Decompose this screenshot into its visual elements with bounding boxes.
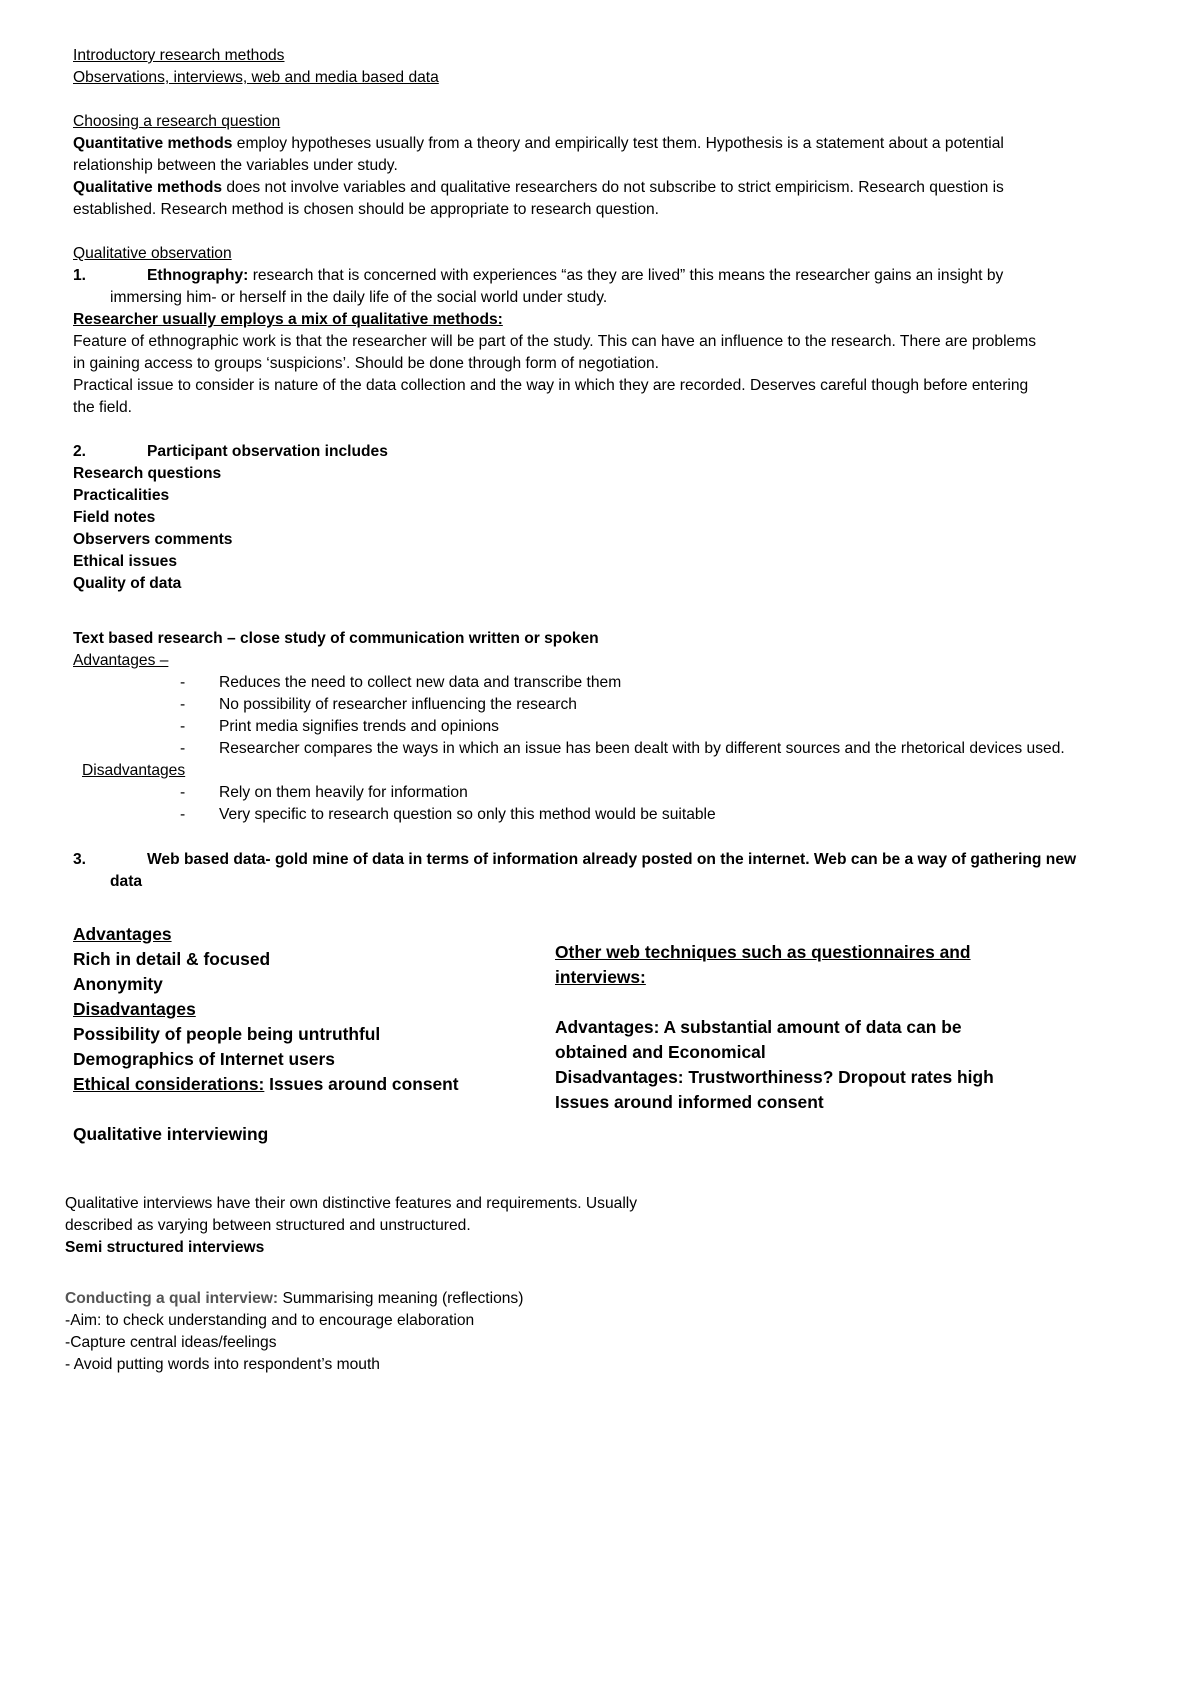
web-disadvantages-label: Disadvantages [73,999,196,1019]
qualitative-text: does not involve variables and qualitative researchers do not subscribe to strict empiricism. Research question is [222,179,1004,196]
research-question-heading: Choosing a research question [73,113,281,130]
quantitative-paragraph [73,133,1133,155]
item-number: 1. [73,267,87,284]
participant-item: Practicalities [73,487,170,504]
qualitative-observation-section [73,243,1133,419]
conducting-interview-section [65,1288,1125,1376]
list-item: - Very specific to research question so only this method would be suitable [180,804,1140,826]
qualitative-interviews-section [65,1193,1125,1259]
mix-methods-heading: Researcher usually employs a mix of qualitative methods: [73,311,503,328]
web-advantage-item: Rich in detail & focused [73,949,271,969]
text-based-disadvantages-list [180,782,1140,826]
list-item: - Researcher compares the ways in which an issue has been dealt with by different sources and the rhetorical devices used. [180,738,1140,760]
other-web-consent: Issues around informed consent [555,1092,824,1112]
item-number: 3. [73,851,87,868]
quantitative-text: employ hypotheses usually from a theory and empirically test them. Hypothesis is a statement about a potential [232,135,1004,152]
ethnography-item [73,265,1133,287]
feature-text-cont: in gaining access to groups ‘suspicions’. Should be done through form of negotiation. [73,355,660,372]
web-advantages-column [73,922,553,1147]
qualitative-observation-heading: Qualitative observation [73,245,232,262]
ethical-text: Issues around consent [264,1074,459,1094]
participant-observation-section [73,441,1133,595]
web-disadvantage-item: Demographics of Internet users [73,1049,335,1069]
other-web-advantages: Advantages: A substantial amount of data can be [555,1017,962,1037]
conducting-text: Summarising meaning (reflections) [278,1290,524,1307]
practical-text: Practical issue to consider is nature of the data collection and the way in which they are recorded. Deserves careful though before entering [73,377,1029,394]
qualitative-term: Qualitative methods [73,179,223,196]
web-data-section [73,849,1133,893]
text-based-section [73,628,1133,672]
other-web-heading: Other web techniques such as questionnaires and [555,942,971,962]
quantitative-term: Quantitative methods [73,135,233,152]
document-subtitle: Observations, interviews, web and media based data [73,69,439,86]
participant-heading [73,441,1133,463]
text-based-disadvantages-label: Disadvantages [82,762,186,779]
conducting-point: -Capture central ideas/feelings [65,1334,277,1351]
participant-title: Participant observation includes [147,443,388,460]
document-title: Introductory research methods [73,47,285,64]
quantitative-text-cont: relationship between the variables under study. [73,157,398,174]
item-number: 2. [73,443,87,460]
ethnography-term: Ethnography: [147,267,249,284]
list-item: - Print media signifies trends and opinions [180,716,1140,738]
other-web-disadvantages: Disadvantages: Trustworthiness? Dropout rates high [555,1067,994,1087]
web-advantages-label: Advantages [73,924,172,944]
research-question-section [73,111,1133,221]
qualitative-interviewing-heading: Qualitative interviewing [73,1124,269,1144]
other-web-heading-cont: interviews: [555,967,646,987]
text-based-disadvantages-block [82,760,1142,782]
text-based-title: Text based research – close study of communication written or spoken [73,630,599,647]
other-web-advantages-cont: obtained and Economical [555,1042,766,1062]
other-web-techniques-column [555,940,1155,1115]
conducting-point: -Aim: to check understanding and to encourage elaboration [65,1312,475,1329]
conducting-label: Conducting a qual interview: [65,1290,279,1307]
document-header [73,45,1133,89]
list-item: - No possibility of researcher influencing the research [180,694,1140,716]
web-data-text-cont: data [110,873,143,890]
ethical-considerations [73,1072,553,1097]
participant-item: Quality of data [73,575,182,592]
semi-structured-label: Semi structured interviews [65,1239,265,1256]
ethnography-text: research that is concerned with experiences “as they are lived” this means the researcher gains an insight by [248,267,1004,284]
text-based-advantages-list [180,672,1140,760]
qualitative-paragraph [73,177,1133,199]
web-disadvantage-item: Possibility of people being untruthful [73,1024,381,1044]
web-data-text: Web based data- gold mine of data in terms of information already posted on the internet. Web can be a way of gathering new [147,851,1077,868]
conducting-point: - Avoid putting words into respondent’s mouth [65,1356,380,1373]
interviews-text: Qualitative interviews have their own distinctive features and requirements. Usually [65,1195,638,1212]
participant-item: Field notes [73,509,156,526]
web-data-item [73,849,1133,871]
participant-item: Research questions [73,465,222,482]
qualitative-text-cont: established. Research method is chosen should be appropriate to research question. [73,201,659,218]
participant-item: Ethical issues [73,553,178,570]
ethnography-text-cont: immersing him- or herself in the daily life of the social world under study. [110,289,608,306]
web-advantage-item: Anonymity [73,974,163,994]
list-item: - Rely on them heavily for information [180,782,1140,804]
ethical-label: Ethical considerations: [73,1074,265,1094]
practical-text-cont: the field. [73,399,132,416]
text-based-advantages-label: Advantages – [73,652,169,669]
feature-text: Feature of ethnographic work is that the researcher will be part of the study. This can have an influence to the research. There are problems [73,333,1037,350]
conducting-heading [65,1288,1125,1310]
list-item: - Reduces the need to collect new data and transcribe them [180,672,1140,694]
interviews-text-cont: described as varying between structured and unstructured. [65,1217,471,1234]
participant-item: Observers comments [73,531,233,548]
